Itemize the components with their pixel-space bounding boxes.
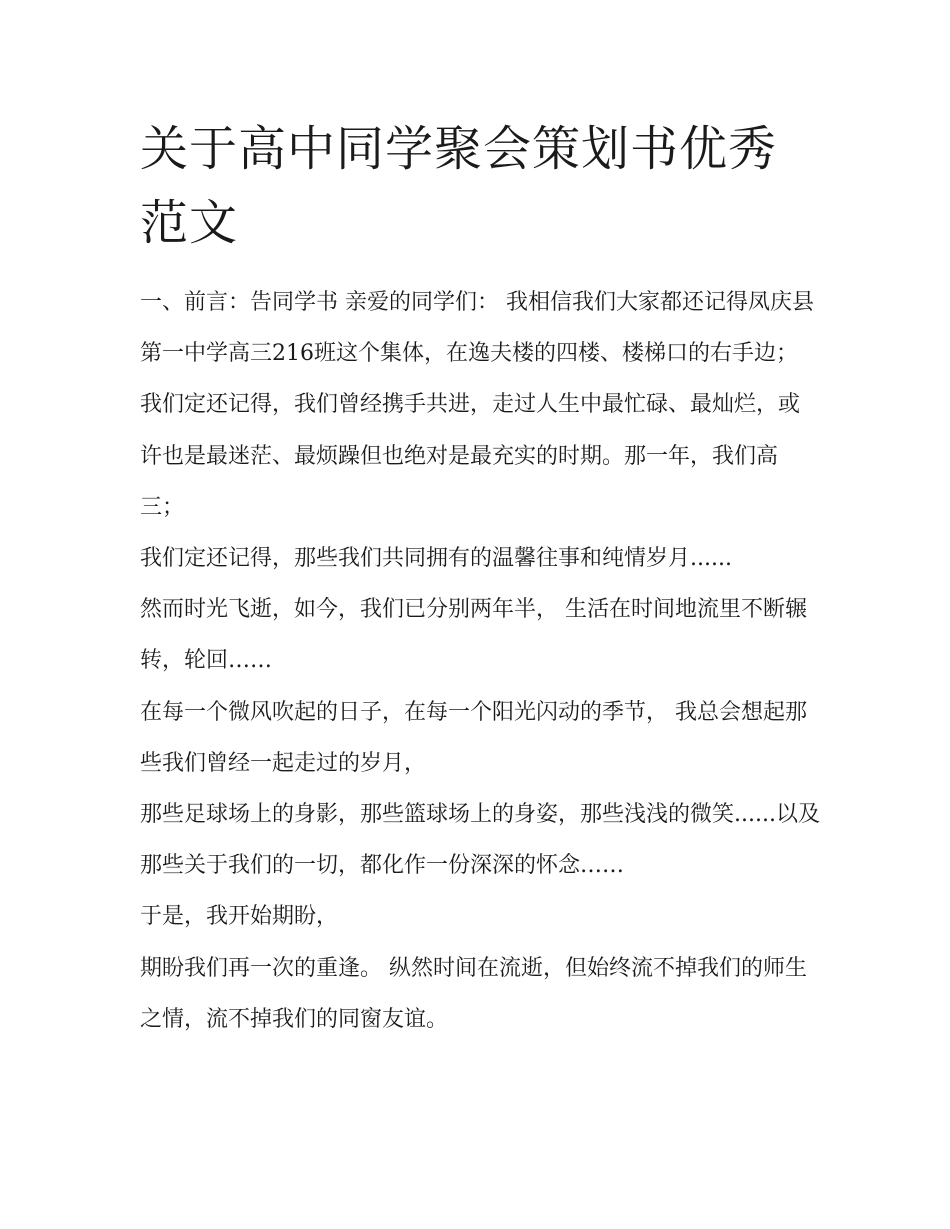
paragraph: 在每一个微风吹起的日子，在每一个阳光闪动的季节， 我总会想起那些我们曾经一起走过的岁月， <box>140 699 807 776</box>
paragraph: 然而时光飞逝，如今，我们已分别两年半， 生活在时间地流里不断辗转，轮回…… <box>140 597 807 674</box>
paragraph: 我们定还记得，我们曾经携手共进，走过人生中最忙碌、最灿烂，或许也是最迷茫、最烦躁但也绝对是最充实的时期。那一年，我们高三； <box>140 392 801 520</box>
paragraph: 那些足球场上的身影，那些篮球场上的身姿，那些浅浅的微笑......以及那些关于我们的一切，都化作一份深深的怀念…… <box>140 802 820 879</box>
paragraph: 于是，我开始期盼， <box>140 904 339 930</box>
document-body <box>140 277 820 1045</box>
paragraph: 一、前言：告同学书 亲爱的同学们： 我相信我们大家都还记得凤庆县第一中学高三216班这个集体，在逸夫楼的四楼、楼梯口的右手边； <box>140 290 814 367</box>
paragraph: 我们定还记得，那些我们共同拥有的温馨往事和纯情岁月...... <box>140 546 732 572</box>
document-title: 关于高中同学聚会策划书优秀范文 <box>140 121 778 251</box>
paragraph: 期盼我们再一次的重逢。 纵然时间在流逝，但始终流不掉我们的师生之情，流不掉我们的同窗友谊。 <box>140 955 807 1032</box>
